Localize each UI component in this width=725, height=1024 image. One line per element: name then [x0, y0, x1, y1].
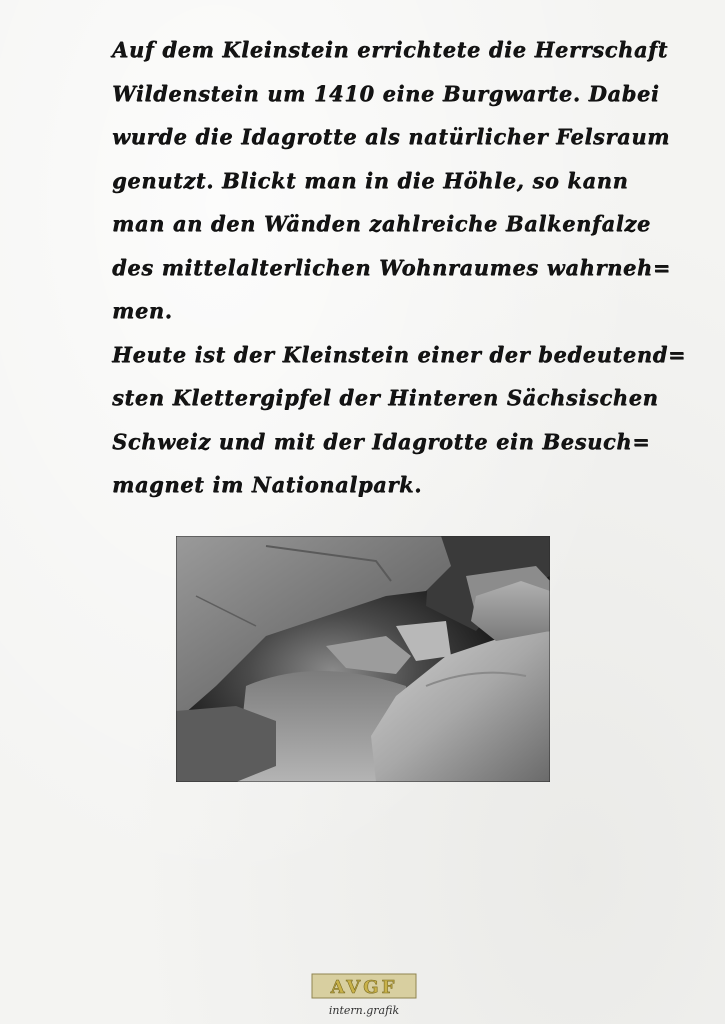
rock-cave-photo — [176, 536, 550, 782]
text-line: men. — [112, 298, 173, 323]
text-line: wurde die Idagrotte als natürlicher Felsraum — [112, 124, 670, 149]
text-line: magnet im Nationalpark. — [112, 472, 423, 497]
text-line: Wildenstein um 1410 eine Burgwarte. Dabei — [112, 80, 660, 106]
paragraph-today — [112, 333, 687, 507]
publisher-logo — [310, 972, 418, 1022]
text-line: Auf dem Kleinstein errichtete die Herrschaft — [112, 37, 668, 62]
paragraph-history — [112, 28, 671, 333]
handwritten-text-block — [112, 28, 687, 507]
text-line: sten Klettergipfel der Hinteren Sächsischen — [112, 385, 659, 410]
text-line: Schweiz und mit der Idagrotte ein Besuch= — [112, 428, 651, 454]
text-line: des mittelalterlichen Wohnraumes wahrneh= — [112, 254, 671, 280]
svg-text:intern.grafik: intern.grafik — [328, 1004, 400, 1017]
text-line: man an den Wänden zahlreiche Balkenfalze — [112, 211, 651, 236]
text-line: Heute ist der Kleinstein einer der bedeutend= — [112, 341, 687, 367]
text-line: genutzt. Blickt man in die Höhle, so kann — [112, 167, 629, 193]
svg-text:AVGF: AVGF — [330, 977, 398, 998]
